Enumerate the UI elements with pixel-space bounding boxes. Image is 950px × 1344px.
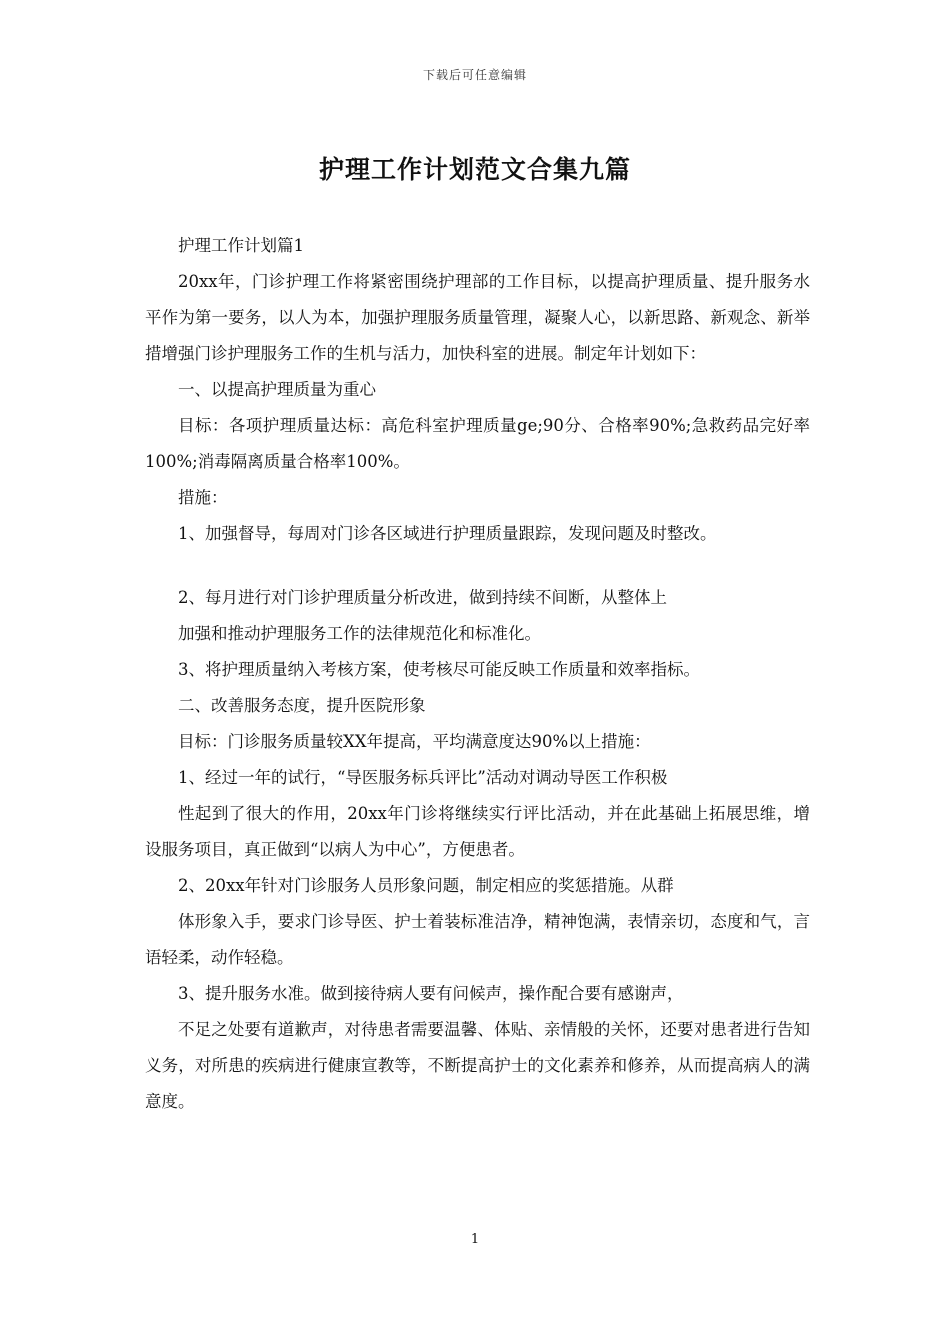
measures-label: 措施： [178,488,228,507]
service-item-2: 2、20xx年针对门诊服务人员形象问题，制定相应的奖惩措施。从群 [178,876,674,895]
document-body [145,228,810,1120]
service-item-1: 1、经过一年的试行，“导医服务标兵评比”活动对调动导医工作积极 [178,768,668,787]
measure-item-2-continued: 加强和推动护理服务工作的法律规范化和标准化。 [178,624,541,643]
page-number: 1 [470,1232,480,1247]
service-item-3-continued: 不足之处要有道歉声，对待患者需要温馨、体贴、亲情般的关怀，还要对患者进行告知义务，对所患的疾病进行健康宣教等，不断提高护士的文化素养和修养，从而提高病人的满意度。 [145,1020,810,1111]
measure-item-3: 3、将护理质量纳入考核方案，使考核尽可能反映工作质量和效率指标。 [178,660,700,679]
service-goal-paragraph: 目标：门诊服务质量较XX年提高，平均满意度达90%以上措施： [178,732,651,751]
section-heading-service: 二、改善服务态度，提升医院形象 [178,696,426,715]
intro-paragraph: 20xx年，门诊护理工作将紧密围绕护理部的工作目标，以提高护理质量、提升服务水平作为第一要务，以人为本，加强护理服务质量管理，凝聚人心，以新思路、新观念、新举措增强门诊护理服务工作的生机与活力，加快科室的进展。制定年计划如下： [145,272,810,363]
measure-item-2: 2、每月进行对门诊护理质量分析改进，做到持续不间断，从整体上 [178,588,667,607]
paragraph-gap [145,552,810,580]
header-note: 下载后可任意编辑 [422,68,527,82]
quality-goal-paragraph: 目标：各项护理质量达标：高危科室护理质量ge;90分、合格率90%;急救药品完好率100%;消毒隔离质量合格率100%。 [145,416,810,471]
service-item-1-continued: 性起到了很大的作用，20xx年门诊将继续实行评比活动，并在此基础上拓展思维，增设服务项目，真正做到“以病人为中心”，方便患者。 [145,804,810,859]
document-title: 护理工作计划范文合集九篇 [318,155,631,184]
section-heading-quality: 一、以提高护理质量为重心 [178,380,376,399]
section-heading-article-1: 护理工作计划篇1 [178,236,304,255]
measure-item-1: 1、加强督导，每周对门诊各区域进行护理质量跟踪，发现问题及时整改。 [178,524,717,543]
service-item-3: 3、提升服务水准。做到接待病人要有问候声，操作配合要有感谢声， [178,984,684,1003]
service-item-2-continued: 体形象入手，要求门诊导医、护士着装标准洁净，精神饱满，表情亲切，态度和气，言语轻柔，动作轻稳。 [145,912,810,967]
